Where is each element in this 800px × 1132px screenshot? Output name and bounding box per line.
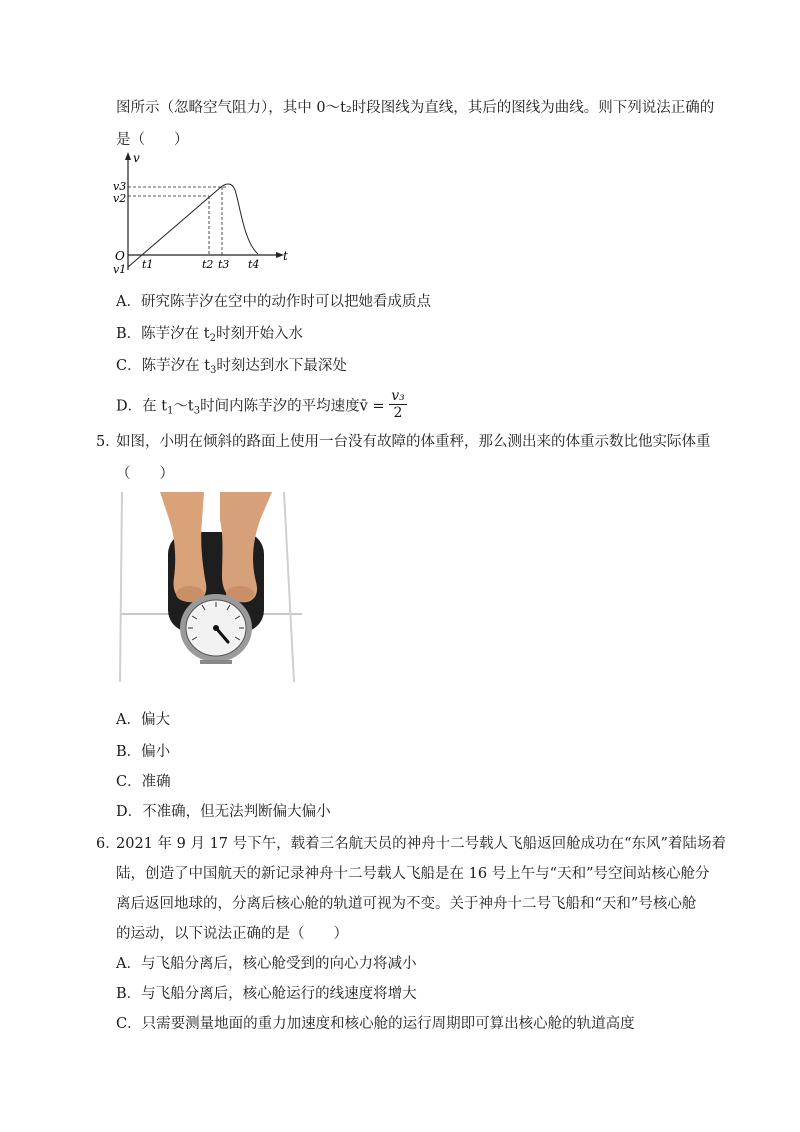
q4-option-d-fraction — [389, 388, 407, 421]
q5-option-d[interactable]: D．不准确，但无法判断偏大偏小 — [116, 804, 331, 820]
label-t-axis: t — [283, 249, 288, 263]
q5-option-b[interactable]: B．偏小 — [116, 744, 171, 760]
graph-y-arrow — [125, 152, 131, 160]
q4-stem-line1: 图所示（忽略空气阻力），其中 0～t₂时段图线为直线，其后的图线为曲线。则下列说法正确的 — [116, 100, 715, 116]
q4-option-c-sub: 3 — [210, 365, 217, 376]
label-t4: t4 — [248, 258, 260, 271]
fraction-numerator: v₃ — [391, 388, 405, 404]
label-t3: t3 — [218, 258, 230, 271]
q6-option-b[interactable]: B．与飞船分离后，核心舱运行的线速度将增大 — [116, 986, 417, 1002]
q4-option-d-post: 时间内陈芋汐的平均速度 — [200, 398, 360, 415]
q6-stem-line1: 2021 年 9 月 17 号下午，载着三名航天员的神舟十二号载人飞船返回舱成功在“东风”着陆场着 — [116, 836, 726, 852]
q5-number: 5． — [96, 434, 120, 450]
q4-option-d-sub2: 3 — [193, 405, 201, 417]
q4-option-b-sub: 2 — [209, 333, 216, 344]
q5-stem-line1: 如图，小明在倾斜的路面上使用一台没有故障的体重秤，那么测出来的体重示数比他实际体重 — [116, 434, 711, 450]
q6-stem-line4: 的运动，以下说法正确的是（ ） — [116, 926, 348, 942]
q5-option-a[interactable]: A．偏大 — [116, 712, 170, 728]
q5-scale-photo — [116, 492, 302, 682]
label-v2: v2 — [113, 192, 127, 205]
q4-option-d-vbar: v̄ = — [359, 398, 385, 415]
q4-option-b[interactable] — [116, 324, 303, 349]
q6-option-a[interactable]: A．与飞船分离后，核心舱受到的向心力将减小 — [116, 956, 417, 972]
label-origin: O — [115, 249, 125, 263]
graph-curve-segment — [221, 184, 258, 254]
label-v-axis: v — [133, 151, 140, 165]
q4-stem-line2: 是（ ） — [116, 132, 189, 148]
q4-option-d-mid: ～t — [173, 398, 194, 415]
q6-stem-line3: 离后返回地球的，分离后核心舱的轨道可视为不变。关于神舟十二号飞船和“天和”号核心舱 — [116, 896, 697, 912]
q5-option-c[interactable]: C．准确 — [116, 774, 171, 790]
q4-option-d-pre: D．在 t — [116, 398, 168, 415]
fraction-denominator: 2 — [393, 405, 403, 421]
q4-option-a[interactable]: A．研究陈芋汐在空中的动作时可以把她看成质点 — [116, 294, 431, 310]
q6-number: 6． — [96, 836, 120, 852]
q5-stem-line2: （ ） — [116, 466, 174, 482]
label-t2: t2 — [202, 258, 214, 271]
label-v1: v1 — [113, 263, 127, 276]
q4-option-d[interactable] — [116, 390, 407, 423]
q4-vt-graph — [108, 150, 308, 280]
label-v3: v3 — [113, 180, 127, 193]
q4-option-d-sub1: 1 — [167, 405, 174, 417]
q4-option-b-post: 时刻开始入水 — [215, 326, 303, 342]
q6-option-c[interactable]: C．只需要测量地面的重力加速度和核心舱的运行周期即可算出核心舱的轨道高度 — [116, 1016, 635, 1032]
q4-option-b-pre: B．陈芋汐在 t — [116, 326, 210, 342]
q4-option-c[interactable] — [116, 356, 347, 381]
q4-option-c-post: 时刻达到水下最深处 — [216, 358, 347, 374]
q6-stem-line2: 陆，创造了中国航天的新记录神舟十二号载人飞船是在 16 号上午与“天和”号空间站核心舱分 — [116, 866, 710, 882]
q4-option-c-pre: C．陈芋汐在 t — [116, 358, 211, 374]
label-t1: t1 — [142, 258, 154, 271]
